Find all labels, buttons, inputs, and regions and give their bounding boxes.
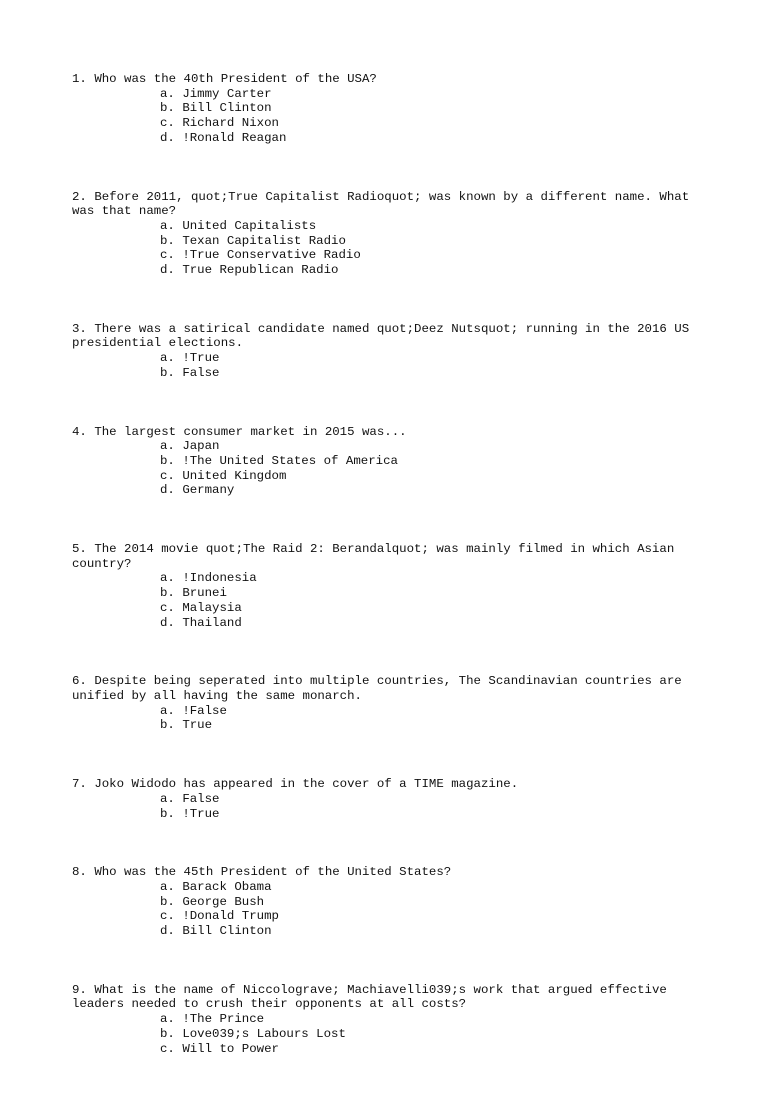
answer-option xyxy=(72,601,712,616)
answer-option xyxy=(72,131,712,146)
answer-options xyxy=(72,87,712,146)
option-text: !Ronald Reagan xyxy=(182,130,287,145)
question-prompt: The 2014 movie quot;The Raid 2: Berandalquot; was mainly filmed in which Asian country? xyxy=(72,542,682,571)
answer-option xyxy=(72,616,712,631)
question-number: 7. xyxy=(72,777,87,792)
question-number: 3. xyxy=(72,321,87,336)
answer-option xyxy=(72,1042,712,1057)
option-text: George Bush xyxy=(182,894,265,909)
answer-option xyxy=(72,454,712,469)
answer-option xyxy=(72,571,712,586)
answer-option xyxy=(72,101,712,116)
option-letter: a. xyxy=(160,439,175,454)
answer-option xyxy=(72,1012,712,1027)
answer-option xyxy=(72,704,712,719)
option-text: Barack Obama xyxy=(182,879,272,894)
option-letter: b. xyxy=(160,586,175,601)
option-text: Richard Nixon xyxy=(182,116,279,131)
question-text xyxy=(72,72,712,87)
question-text xyxy=(72,190,712,219)
option-letter: d. xyxy=(160,130,175,145)
question-prompt: Despite being seperated into multiple countries, The Scandinavian countries are unified by all having the same monarch. xyxy=(72,674,690,703)
answer-option xyxy=(72,234,712,249)
answer-option xyxy=(72,880,712,895)
question-prompt: What is the name of Niccolograve; Machiavelli039;s work that argued effective leaders needed to crush their opponents at all costs? xyxy=(72,982,675,1012)
option-letter: c. xyxy=(160,600,175,615)
option-text: Bill Clinton xyxy=(182,101,272,116)
option-letter: a. xyxy=(160,703,175,718)
option-text: !The Prince xyxy=(182,1012,265,1027)
option-text: Jimmy Carter xyxy=(182,86,272,101)
question-prompt: Joko Widodo has appeared in the cover of a TIME magazine. xyxy=(94,777,519,792)
option-text: Love039;s Labours Lost xyxy=(182,1026,346,1041)
option-letter: c. xyxy=(160,116,175,131)
question-prompt: Who was the 45th President of the United States? xyxy=(94,865,452,880)
answer-option xyxy=(72,116,712,131)
option-text: !True Conservative Radio xyxy=(182,248,361,263)
option-text: False xyxy=(182,791,220,806)
question-block xyxy=(72,865,712,939)
option-letter: a. xyxy=(160,791,175,806)
question-block xyxy=(72,72,712,146)
option-letter: a. xyxy=(160,571,175,586)
answer-option xyxy=(72,718,712,733)
answer-option xyxy=(72,248,712,263)
answer-options xyxy=(72,792,712,821)
option-letter: d. xyxy=(160,615,175,630)
question-block xyxy=(72,190,712,278)
answer-options xyxy=(72,704,712,733)
question-block xyxy=(72,322,712,381)
option-text: !Indonesia xyxy=(182,571,257,586)
option-letter: d. xyxy=(160,483,175,498)
answer-option xyxy=(72,366,712,381)
answer-option xyxy=(72,807,712,822)
quiz-document xyxy=(72,72,712,1100)
answer-option xyxy=(72,351,712,366)
question-block xyxy=(72,674,712,733)
question-text xyxy=(72,542,712,571)
question-text xyxy=(72,674,712,703)
answer-option xyxy=(72,895,712,910)
option-letter: c. xyxy=(160,1041,175,1056)
option-letter: c. xyxy=(160,909,175,924)
option-letter: b. xyxy=(160,453,175,468)
answer-option xyxy=(72,87,712,102)
question-text xyxy=(72,425,712,440)
option-letter: b. xyxy=(160,101,175,116)
option-text: !Donald Trump xyxy=(182,909,279,924)
option-text: Japan xyxy=(182,439,220,454)
answer-option xyxy=(72,469,712,484)
option-text: True xyxy=(182,718,213,733)
option-text: !True xyxy=(182,806,220,821)
question-number: 4. xyxy=(72,424,87,439)
option-letter: b. xyxy=(160,233,175,248)
question-block xyxy=(72,542,712,630)
question-number: 1. xyxy=(72,72,87,86)
option-text: Bill Clinton xyxy=(182,924,272,939)
option-text: Texan Capitalist Radio xyxy=(182,233,346,248)
answer-options xyxy=(72,880,712,939)
question-block xyxy=(72,777,712,821)
answer-option xyxy=(72,586,712,601)
option-text: !False xyxy=(182,703,227,718)
question-number: 9. xyxy=(72,982,87,997)
option-text: False xyxy=(182,365,220,380)
question-prompt: There was a satirical candidate named quot;Deez Nutsquot; running in the 2016 US presidential elections. xyxy=(72,321,697,351)
option-letter: d. xyxy=(160,924,175,939)
question-prompt: Who was the 40th President of the USA? xyxy=(94,72,377,86)
option-text: !True xyxy=(182,351,220,366)
question-prompt: Before 2011, quot;True Capitalist Radioquot; was known by a different name. What was that name? xyxy=(72,189,697,219)
answer-option xyxy=(72,792,712,807)
question-number: 2. xyxy=(72,189,87,204)
option-letter: b. xyxy=(160,365,175,380)
option-letter: b. xyxy=(160,806,175,821)
question-number: 8. xyxy=(72,865,87,880)
question-text xyxy=(72,865,712,880)
option-text: Germany xyxy=(182,483,235,498)
option-text: !The United States of America xyxy=(182,453,398,468)
option-text: United Capitalists xyxy=(182,218,317,233)
option-letter: b. xyxy=(160,894,175,909)
question-block xyxy=(72,983,712,1057)
option-letter: b. xyxy=(160,1026,175,1041)
question-text xyxy=(72,777,712,792)
answer-option xyxy=(72,483,712,498)
answer-option xyxy=(72,263,712,278)
option-text: Will to Power xyxy=(182,1041,279,1056)
option-text: Malaysia xyxy=(182,600,242,615)
answer-options xyxy=(72,1012,712,1056)
answer-options xyxy=(72,439,712,498)
answer-option xyxy=(72,924,712,939)
option-text: Brunei xyxy=(182,586,227,601)
answer-options xyxy=(72,351,712,380)
question-prompt: The largest consumer market in 2015 was... xyxy=(94,424,407,439)
answer-option xyxy=(72,909,712,924)
option-text: True Republican Radio xyxy=(182,263,339,278)
question-text xyxy=(72,322,712,351)
answer-option xyxy=(72,219,712,234)
option-letter: a. xyxy=(160,879,175,894)
answer-options xyxy=(72,571,712,630)
question-block xyxy=(72,425,712,499)
option-letter: a. xyxy=(160,1012,175,1027)
option-letter: a. xyxy=(160,86,175,101)
option-letter: c. xyxy=(160,468,175,483)
option-text: Thailand xyxy=(182,615,242,630)
option-letter: a. xyxy=(160,218,175,233)
option-letter: b. xyxy=(160,718,175,733)
option-letter: a. xyxy=(160,351,175,366)
option-text: United Kingdom xyxy=(182,468,287,483)
option-letter: c. xyxy=(160,248,175,263)
option-letter: d. xyxy=(160,263,175,278)
question-number: 6. xyxy=(72,674,87,689)
question-text xyxy=(72,983,712,1012)
question-number: 5. xyxy=(72,542,87,557)
answer-option xyxy=(72,1027,712,1042)
answer-option xyxy=(72,439,712,454)
answer-options xyxy=(72,219,712,278)
